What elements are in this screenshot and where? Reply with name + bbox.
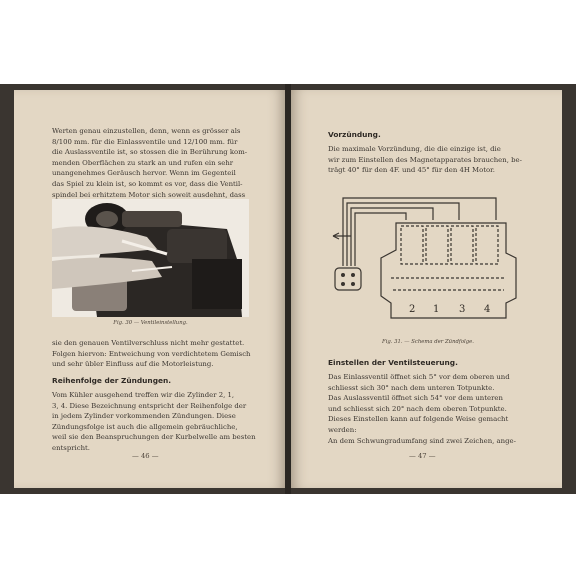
valve-adjustment-photo [52, 199, 249, 317]
page-number: — 46 — [132, 452, 159, 460]
left-continuation-paragraph [52, 338, 249, 370]
cylinder-label: 4 [484, 304, 491, 315]
left-page [14, 90, 285, 488]
text-line: menden Oberflächen zu stark an und rufen ein sehr [52, 158, 234, 167]
text-line: spindel bei erhitztem Motor sich soweit ausdehnt, dass [52, 190, 246, 199]
section-heading: Vorzündung. [328, 130, 381, 139]
text-line: Das Einlassventil öffnet sich 5° vor dem oberen und [328, 373, 510, 381]
text-line: Folgen hiervon: Entweichung von verdichtetem Gemisch [52, 349, 251, 358]
left-intro-paragraph [52, 126, 249, 200]
page-number: — 47 — [409, 452, 436, 460]
cylinder-label: 3 [459, 304, 466, 315]
right-section-paragraph [328, 372, 528, 446]
text-line: An dem Schwungradumfang sind zwei Zeichen, ange- [328, 436, 516, 445]
text-line: Vom Kühler ausgehend treffen wir die Zylinder 2, 1, [52, 391, 235, 399]
text-line: schliesst sich 30° nach dem unteren Totpunkte. [328, 383, 495, 392]
right-page [291, 90, 562, 488]
cylinder-label: 2 [409, 304, 416, 315]
section-heading: Einstellen der Ventilsteuerung. [328, 358, 458, 367]
text-line: 3, 4. Diese Bezeichnung entspricht der Reihenfolge der [52, 401, 247, 410]
firing-order-diagram [321, 178, 521, 328]
cylinder-label: 1 [433, 304, 440, 315]
text-line: und schliesst sich 20° nach dem oberen Totpunkte. [328, 404, 507, 413]
engine-photo-drawing [52, 199, 249, 317]
text-line: und sehr übler Einfluss auf die Motorleistung. [52, 360, 214, 369]
text-line: das Spiel zu klein ist, so kommt es vor, dass die Ventil- [52, 179, 243, 188]
text-line: in jedem Zylinder vorkommenden Zündungen. Diese [52, 412, 236, 421]
text-line: Dieses Einstellen kann auf folgende Weise gemacht [328, 415, 509, 424]
section-heading: Reihenfolge der Zündungen. [52, 376, 172, 385]
text-line: Werten genau einzustellen, denn, wenn es grösser als [52, 127, 241, 135]
text-line: unangenehmes Geräusch hervor. Wenn im Gegenteil [52, 169, 236, 178]
text-line: Die maximale Vorzündung, die die einzige ist, die [328, 145, 501, 153]
text-line: 8/100 mm. für die Einlassventile und 12/100 mm. für [52, 137, 238, 146]
right-intro-paragraph [328, 144, 528, 176]
text-line: Zündungsfolge ist auch die allgemein gebräuchliche, [52, 422, 238, 431]
figure-caption: Fig. 30 — Ventileinstellung. [113, 320, 188, 326]
figure-caption: Fig. 31. — Schema der Zündfolge. [382, 339, 474, 345]
open-book [0, 84, 576, 494]
text-line: werden: [328, 425, 357, 434]
text-line: sie den genauen Ventilverschluss nicht mehr gestattet. [52, 339, 245, 347]
text-line: wir zum Einstellen des Magnetapparates brauchen, be- [328, 155, 522, 164]
left-section-paragraph [52, 390, 256, 454]
text-line: weil sie den Beanspruchungen der Kurbelwelle am besten [52, 433, 256, 442]
text-line: Das Auslassventil öffnet sich 54° vor dem unteren [328, 394, 503, 403]
text-line: die Auslassventile ist, so stossen die in Berührung kom- [52, 148, 248, 157]
text-line: entspricht. [52, 443, 90, 452]
text-line: trägt 40° für den 4F. und 45° für den 4H Motor. [328, 166, 495, 175]
